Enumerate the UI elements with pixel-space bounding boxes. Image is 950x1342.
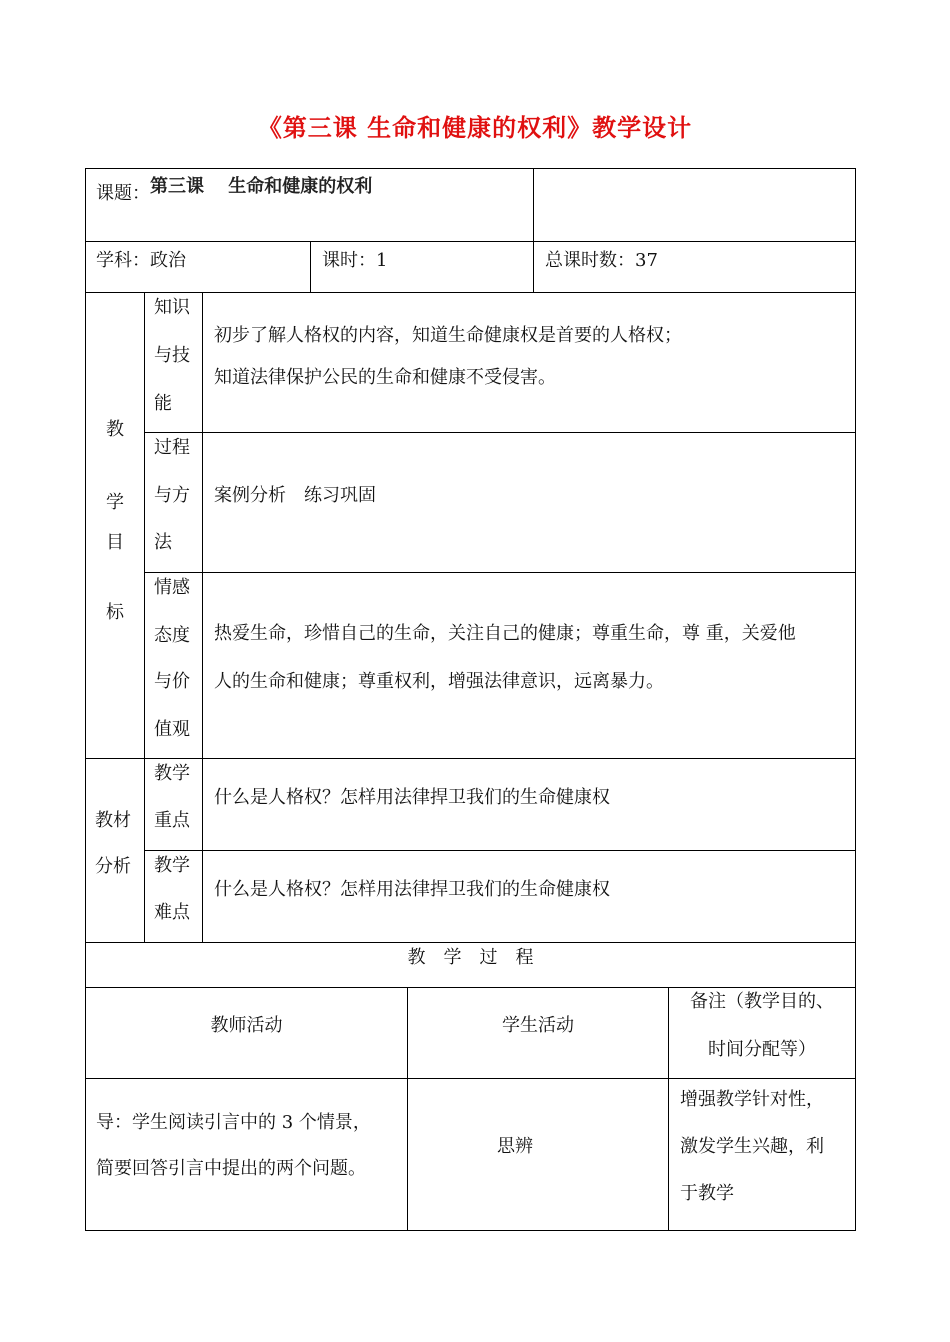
notes-text-3: 于教学 xyxy=(680,1183,734,1204)
difficult-points-label-2: 难点 xyxy=(154,902,190,923)
subject-text: 学科：政治 xyxy=(96,250,186,271)
knowledge-content-cell xyxy=(202,292,856,433)
difficult-points-label-1: 教学 xyxy=(154,855,190,876)
objectives-label-1: 教 xyxy=(106,419,124,440)
process-line-1: 案例分析 练习巩固 xyxy=(214,485,376,506)
notes-col-label-1: 备注（教学目的、 xyxy=(690,991,834,1012)
emotion-label-4: 值观 xyxy=(154,719,190,740)
key-points-label-2: 重点 xyxy=(154,810,190,831)
analysis-label-1: 教材 xyxy=(95,810,131,831)
objectives-label-2: 学 xyxy=(106,492,124,513)
knowledge-label-3: 能 xyxy=(154,393,172,414)
topic-value: 第三课 生命和健康的权利 xyxy=(150,176,373,197)
process-label-1: 过程 xyxy=(154,437,190,458)
class-hours-text: 课时：1 xyxy=(322,250,388,271)
total-hours-text: 总课时数：37 xyxy=(545,250,658,271)
key-points-label-1: 教学 xyxy=(154,763,190,784)
key-points-text: 什么是人格权？怎样用法律捍卫我们的生命健康权 xyxy=(214,787,610,808)
teacher-text-1: 导：学生阅读引言中的 3 个情景， xyxy=(96,1112,371,1133)
student-cell xyxy=(407,1078,669,1231)
objectives-label-cell xyxy=(85,292,145,759)
emotion-label-2: 态度 xyxy=(154,625,190,646)
emotion-content-cell xyxy=(202,572,856,759)
student-col-label: 学生活动 xyxy=(502,1015,574,1036)
emotion-line-1: 热爱生命，珍惜自己的生命，关注自己的健康；尊重生命，尊 重，关爱他 xyxy=(214,623,796,644)
notes-text-1: 增强教学针对性， xyxy=(680,1089,824,1110)
analysis-label-cell xyxy=(85,758,145,943)
knowledge-label-1: 知识 xyxy=(154,297,190,318)
teacher-col-label: 教师活动 xyxy=(210,1015,283,1036)
knowledge-line-1: 初步了解人格权的内容，知道生命健康权是首要的人格权； xyxy=(214,325,682,346)
knowledge-label-2: 与技 xyxy=(154,345,190,366)
knowledge-line-2: 知道法律保护公民的生命和健康不受侵害。 xyxy=(214,367,556,388)
process-label-3: 法 xyxy=(154,532,172,553)
student-text: 思辨 xyxy=(497,1136,533,1157)
emotion-line-2: 人的生命和健康；尊重权利，增强法律意识，远离暴力。 xyxy=(214,671,664,692)
analysis-label-2: 分析 xyxy=(95,856,131,877)
document-title: 《第三课 生命和健康的权利》教学设计 xyxy=(257,114,693,142)
notes-text-2: 激发学生兴趣，利 xyxy=(680,1136,824,1157)
emotion-label-3: 与价 xyxy=(154,671,190,692)
process-label-2: 与方 xyxy=(154,485,190,506)
notes-col-label-2: 时间分配等） xyxy=(708,1039,816,1060)
difficult-points-text: 什么是人格权？怎样用法律捍卫我们的生命健康权 xyxy=(214,879,610,900)
teacher-cell xyxy=(85,1078,408,1231)
emotion-label-1: 情感 xyxy=(154,577,190,598)
topic-label: 课题： xyxy=(96,183,150,204)
topic-empty-cell xyxy=(533,168,856,242)
process-heading: 教 学 过 程 xyxy=(407,947,534,968)
teacher-text-2: 简要回答引言中提出的两个问题。 xyxy=(96,1158,366,1179)
objectives-label-3: 目 xyxy=(106,532,124,553)
objectives-label-4: 标 xyxy=(106,602,124,623)
